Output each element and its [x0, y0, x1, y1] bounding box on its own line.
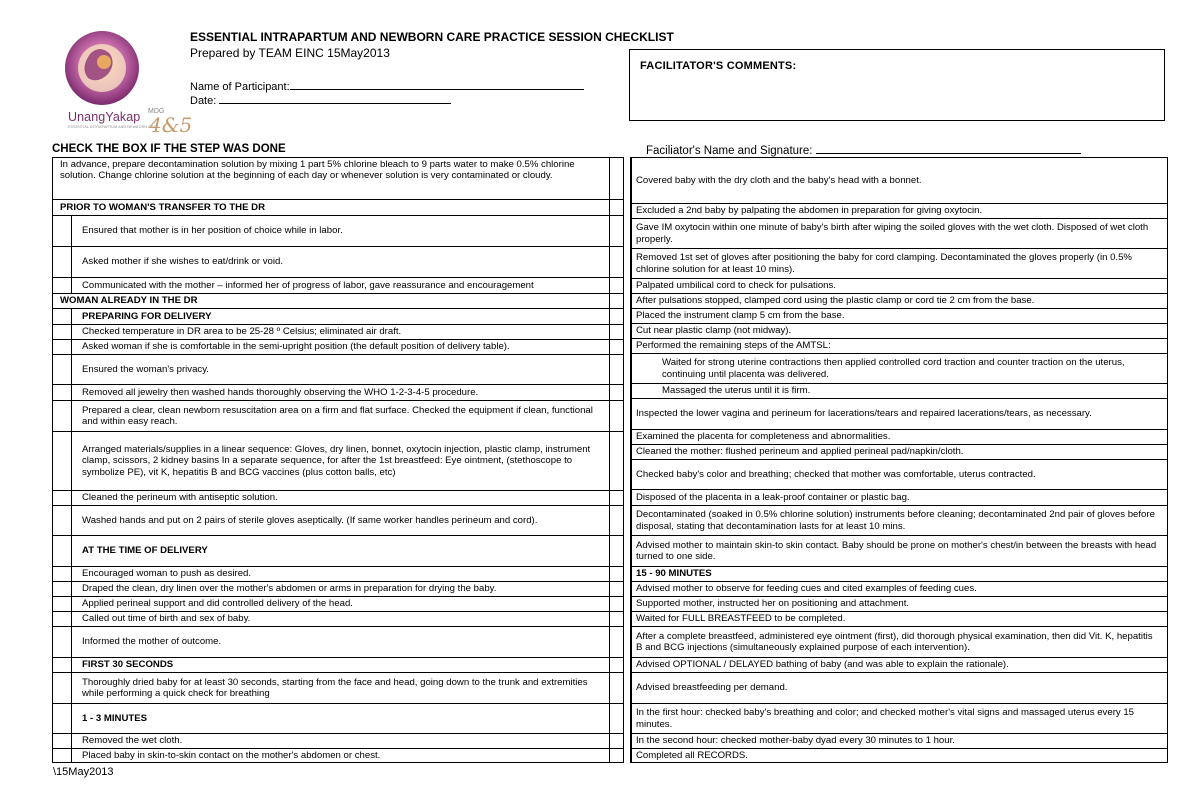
date-label: Date: [190, 95, 217, 107]
checklist-step: Completed all RECORDS. [636, 750, 748, 762]
unangyakap-logo [60, 28, 193, 137]
checklist-step: Draped the clean, dry linen over the mother's abdomen or arms in preparation for drying the baby. [82, 583, 497, 595]
checklist-row[interactable] [53, 596, 623, 611]
checklist-row[interactable] [53, 215, 623, 246]
checklist-step: Washed hands and put on 2 pairs of sterile gloves aseptically. (If same worker handles perineum and cord). [82, 514, 538, 526]
section-woman-in-dr [53, 293, 623, 308]
checklist-row[interactable] [631, 157, 1167, 203]
checklist-row[interactable] [631, 278, 1167, 293]
page-title: ESSENTIAL INTRAPARTUM AND NEWBORN CARE PRACTICE SESSION CHECKLIST [190, 30, 674, 44]
checklist-row[interactable] [53, 354, 623, 384]
checklist-right [630, 157, 1168, 763]
section-1-3-minutes [53, 703, 623, 733]
checklist-row[interactable] [631, 596, 1167, 611]
checklist-row[interactable] [53, 246, 623, 277]
check-instructions: CHECK THE BOX IF THE STEP WAS DONE [52, 143, 286, 155]
checklist-step: Arranged materials/supplies in a linear sequence: Gloves, dry linen, bonnet, oxytocin injection, plastic clamp, instrument clamp, scissors, 2 kidney basins In a separate sequence, for after the 1st breastfeed: Eye ointment, (stethoscope to symbolize PE), vit K, hepatitis B and BCG vaccines (plus cotton balls, etc) [82, 444, 591, 478]
checklist-step: Thoroughly dried baby for at least 30 seconds, starting from the face and head, going down to the trunk and extremities while performing a quick check for breathing [82, 676, 588, 699]
checklist-step: Checked baby's color and breathing; checked that mother was comfortable, uterus contracted. [636, 468, 1036, 480]
logo-mdg: MDG [148, 108, 165, 115]
checklist-row[interactable] [53, 733, 623, 748]
checklist-row[interactable] [53, 431, 623, 490]
checklist-row[interactable] [631, 733, 1167, 748]
checklist-step: In the first hour: checked baby's breathing and color; and checked mother's vital signs and massaged uterus every 15 minutes. [636, 707, 1135, 730]
checklist-row[interactable] [53, 339, 623, 354]
facilitator-comments-box[interactable] [629, 49, 1165, 121]
section-heading: 15 - 90 MINUTES [636, 568, 712, 580]
logo-subtitle: ESSENTIAL INTRAPARTUM AND NEWBORN CARE [68, 125, 159, 129]
section-first-30-seconds [53, 657, 623, 672]
checklist-row[interactable] [631, 489, 1167, 505]
checklist-step: Palpated umbilical cord to check for pulsations. [636, 280, 836, 292]
checklist-step: Gave IM oxytocin within one minute of baby's birth after wiping the soiled gloves with the wet cloth. Disposed of wet cloth properly. [636, 222, 1149, 245]
checklist-row[interactable] [631, 581, 1167, 596]
logo-mdg-number: 4&5 [149, 113, 193, 137]
date-field[interactable] [190, 94, 451, 108]
checklist-step: Asked mother if she wishes to eat/drink or void. [82, 256, 284, 268]
checklist-row[interactable] [631, 203, 1167, 218]
section-heading: WOMAN ALREADY IN THE DR [60, 295, 198, 307]
checklist-row[interactable] [631, 657, 1167, 672]
checklist-step: Asked woman if she is comfortable in the semi-upright position (the default position of delivery table). [82, 341, 510, 353]
checklist-step: Massaged the uterus until it is firm. [662, 385, 811, 397]
checklist-row[interactable] [631, 459, 1167, 489]
checklist-row[interactable] [631, 535, 1167, 566]
checklist-step: Removed all jewelry then washed hands thoroughly observing the WHO 1-2-3-4-5 procedure. [82, 386, 479, 398]
checklist-left [52, 157, 624, 763]
participant-label: Name of Participant: [190, 81, 290, 93]
checklist-row[interactable] [631, 626, 1167, 657]
checklist-row[interactable] [631, 338, 1167, 353]
checklist-step: Waited for FULL BREASTFEED to be completed. [636, 613, 846, 625]
checklist-row[interactable] [631, 611, 1167, 626]
checklist-step: Covered baby with the dry cloth and the baby's head with a bonnet. [636, 174, 922, 186]
section-heading: AT THE TIME OF DELIVERY [82, 545, 208, 557]
checklist-step: Advised mother to observe for feeding cues and cited examples of feeding cues. [636, 583, 977, 595]
mother-child-emblem-icon [60, 28, 182, 112]
checklist-step: In the second hour: checked mother-baby dyad every 30 minutes to 1 hour. [636, 735, 955, 747]
checklist-row[interactable] [53, 672, 623, 703]
checklist-row[interactable] [631, 293, 1167, 308]
checklist-step: After pulsations stopped, clamped cord using the plastic clamp or cord tie 2 cm from the base. [636, 295, 1035, 307]
checklist-step: Examined the placenta for completeness and abnormalities. [636, 431, 891, 443]
checklist-row[interactable] [53, 384, 623, 400]
facilitator-signature-line[interactable] [816, 144, 1081, 154]
checklist-step: Performed the remaining steps of the AMTSL: [636, 340, 831, 352]
checklist-step: Placed baby in skin-to-skin contact on the mother's abdomen or chest. [82, 750, 381, 762]
checklist-step: Cleaned the mother: flushed perineum and applied perineal pad/napkin/cloth. [636, 446, 964, 458]
checklist-row[interactable] [53, 611, 623, 626]
checklist-row[interactable] [53, 277, 623, 293]
checklist-row[interactable] [53, 324, 623, 339]
checklist-step: Called out time of birth and sex of baby. [82, 613, 251, 625]
section-heading: PREPARING FOR DELIVERY [82, 310, 212, 322]
checklist-row[interactable] [631, 353, 1167, 383]
checklist-row[interactable] [53, 505, 623, 535]
logo-brand: UnangYakap [68, 110, 141, 124]
checklist-row[interactable] [53, 157, 623, 199]
checklist-step: Prepared a clear, clean newborn resuscitation area on a firm and flat surface. Checked the equipment if clean, functional and within easy reach. [82, 404, 593, 427]
section-heading: PRIOR TO WOMAN'S TRANSFER TO THE DR [60, 201, 265, 213]
date-line[interactable] [219, 94, 451, 104]
checklist-step: Communicated with the mother – informed her of progress of labor, gave reassurance and encouragement [82, 279, 534, 291]
checklist-step: Removed 1st set of gloves after positioning the baby for cord clamping. Decontaminated the gloves properly (in 0.5% chlorine solution for at least 10 mins). [636, 252, 1132, 275]
checklist-step: Removed the wet cloth. [82, 735, 183, 747]
checklist-row[interactable] [53, 626, 623, 657]
checklist-step: Advised mother to maintain skin-to skin contact. Baby should be prone on mother's chest/in between the breasts with head turned to one side. [636, 539, 1157, 562]
checklist-step: Disposed of the placenta in a leak-proof container or plastic bag. [636, 491, 910, 503]
section-preparing-delivery [53, 308, 623, 324]
checklist-step: Checked temperature in DR area to be 25-28 º Celsius; eliminated air draft. [82, 326, 402, 338]
checklist-row[interactable] [631, 703, 1167, 733]
facilitator-signature-label: Faciliator's Name and Signature: [646, 145, 813, 157]
checklist-step: Waited for strong uterine contractions then applied controlled cord traction and counter traction on the uterus, continuing until placenta was delivered. [662, 357, 1125, 380]
checklist-step: Encouraged woman to push as desired. [82, 568, 252, 580]
checklist-row[interactable] [631, 398, 1167, 429]
checklist-row[interactable] [53, 490, 623, 505]
checklist-step: In advance, prepare decontamination solution by mixing 1 part 5% chlorine bleach to 9 parts water to make 0.5% chlorine solution. Change chlorine solution at the beginning of each day or whenever solution is very contaminated or cloudy. [60, 159, 575, 182]
checklist-step: Advised breastfeeding per demand. [636, 682, 788, 694]
checklist-row[interactable] [631, 218, 1167, 248]
footer-date: \15May2013 [53, 766, 114, 778]
checklist-step: Cut near plastic clamp (not midway). [636, 325, 792, 337]
section-heading: 1 - 3 MINUTES [82, 712, 148, 724]
checklist-row[interactable] [631, 248, 1167, 278]
checklist-step: Decontaminated (soaked in 0.5% chlorine solution) instruments before cleaning; decontaminated 2nd pair of gloves before disposal, stating that decontamination lasts for at least 10 mins. [636, 509, 1155, 532]
checklist-row[interactable] [631, 323, 1167, 338]
checklist-row[interactable] [631, 444, 1167, 459]
checklist-step: Ensured the woman's privacy. [82, 363, 209, 375]
checklist-step: Placed the instrument clamp 5 cm from the base. [636, 310, 845, 322]
checklist-row[interactable] [631, 308, 1167, 323]
section-time-of-delivery [53, 535, 623, 566]
checklist-step: Supported mother, instructed her on positioning and attachment. [636, 598, 910, 610]
checklist-row[interactable] [631, 505, 1167, 535]
checklist-step: Excluded a 2nd baby by palpating the abdomen in preparation for giving oxytocin. [636, 205, 983, 217]
checklist-row[interactable] [53, 748, 623, 763]
checklist-row[interactable] [53, 581, 623, 596]
checklist-row[interactable] [631, 429, 1167, 444]
checklist-row[interactable] [53, 566, 623, 581]
checklist-step: Applied perineal support and did controlled delivery of the head. [82, 598, 353, 610]
section-15-90-minutes [631, 566, 1167, 581]
checklist-step: Advised OPTIONAL / DELAYED bathing of baby (and was able to explain the rationale). [636, 659, 1009, 671]
checklist-row[interactable] [53, 400, 623, 431]
checklist-step: Ensured that mother is in her position of choice while in labor. [82, 225, 343, 237]
checklist-step: After a complete breastfeed, administered eye ointment (first), did thorough physical examination, then did Vit. K, hepatitis B and BCG injections (simultaneously explained purpose of each intervention). [636, 630, 1153, 653]
participant-name-line[interactable] [290, 80, 584, 90]
checklist-step: Inspected the lower vagina and perineum for lacerations/tears and repaired lacerations/tears, as necessary. [636, 408, 1092, 420]
checklist-row[interactable] [631, 672, 1167, 703]
section-prior-transfer [53, 199, 623, 215]
checklist-row[interactable] [631, 748, 1167, 763]
participant-name-field[interactable] [190, 80, 584, 94]
checklist-row[interactable] [631, 383, 1167, 398]
checklist-step: Informed the mother of outcome. [82, 636, 222, 648]
prepared-by: Prepared by TEAM EINC 15May2013 [190, 46, 390, 60]
section-heading: FIRST 30 SECONDS [82, 659, 174, 671]
facilitator-comments-label: FACILITATOR'S COMMENTS: [640, 60, 797, 72]
checklist-step: Cleaned the perineum with antiseptic solution. [82, 492, 278, 504]
